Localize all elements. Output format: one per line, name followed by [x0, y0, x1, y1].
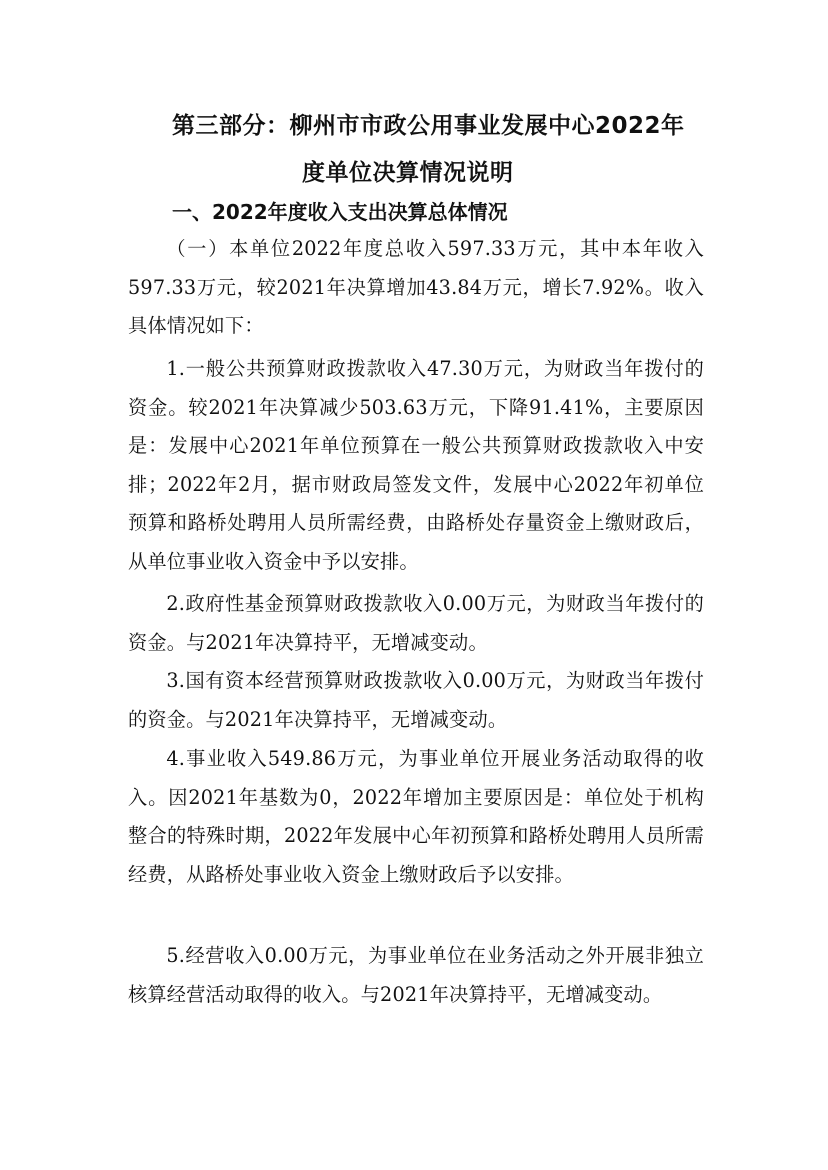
document-title-line-1: 第三部分：柳州市市政公用事业发展中心2022年	[172, 113, 685, 139]
paragraph-government-fund-income: 2.政府性基金预算财政拨款收入0.00万元，为财政当年拨付的资金。与2021年决算持平，无增减变动。	[128, 592, 704, 654]
document-title-line-2: 度单位决算情况说明	[302, 160, 514, 186]
paragraph-state-capital-income: 3.国有资本经营预算财政拨款收入0.00万元，为财政当年拨付的资金。与2021年决算持平，无增减变动。	[128, 669, 704, 731]
paragraph-total-income: （一）本单位2022年度总收入597.33万元，其中本年收入597.33万元，较2021年决算增加43.84万元，增长7.92%。收入具体情况如下：	[128, 237, 704, 338]
paragraph-business-income: 4.事业收入549.86万元，为事业单位开展业务活动取得的收入。因2021年基数为0，2022年增加主要原因是：单位处于机构整合的特殊时期，2022年发展中心年初预算和路桥处聘用人员所需经费，从路桥处事业收入资金上缴财政后予以安排。	[128, 747, 704, 886]
paragraph-general-budget-income: 1.一般公共预算财政拨款收入47.30万元，为财政当年拨付的资金。较2021年决算减少503.63万元，下降91.41%，主要原因是：发展中心2021年单位预算在一般公共预算财政拨款收入中安排；2022年2月，据市财政局签发文件，发展中心2022年初单位预算和路桥处聘用人员所需经费，由路桥处存量资金上缴财政后，从单位事业收入资金中予以安排。	[128, 357, 704, 573]
paragraph-operating-income: 5.经营收入0.00万元，为事业单位在业务活动之外开展非独立核算经营活动取得的收入。与2021年决算持平，无增减变动。	[128, 944, 704, 1006]
document-title	[128, 103, 704, 197]
section-heading: 一、2022年度收入支出决算总体情况	[172, 200, 508, 224]
